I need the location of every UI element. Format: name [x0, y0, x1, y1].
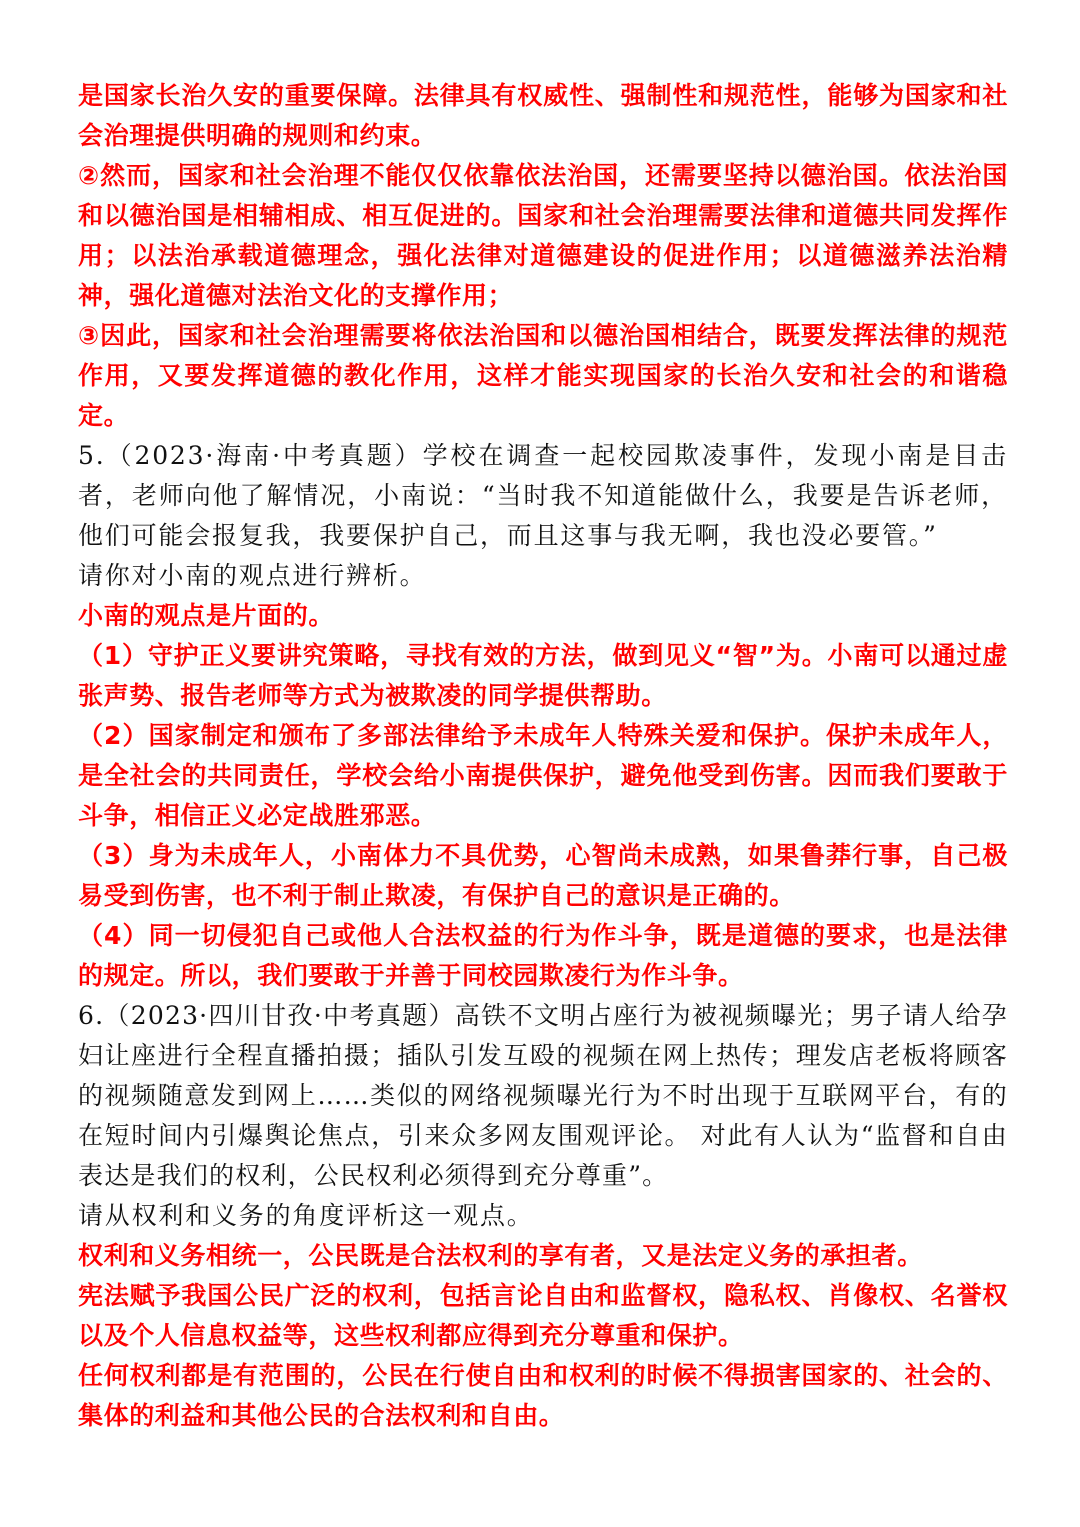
document-page: [78, 76, 1008, 1436]
answer-5-conclusion: 小南的观点是片面的。: [78, 601, 335, 630]
question-5-prompt: 请你对小南的观点进行辨析。: [78, 561, 427, 590]
question-5-stem: 5.（2023·海南·中考真题）学校在调查一起校园欺凌事件，发现小南是目击者，老师向他了解情况，小南说：“当时我不知道能做什么，我要是告诉老师，他们可能会报复我，我要保护自己，而且这事与我无啊，我也没必要管。”: [78, 441, 1008, 550]
answer-paragraph-3: ③因此，国家和社会治理需要将依法治国和以德治国相结合，既要发挥法律的规范作用，又要发挥道德的教化作用，这样才能实现国家的长治久安和社会的和谐稳定。: [78, 321, 1008, 430]
answer-paragraph-rule-of-law: 是国家长治久安的重要保障。法律具有权威性、强制性和规范性，能够为国家和社会治理提供明确的规则和约束。: [78, 81, 1008, 150]
answer-6-point-2: 宪法赋予我国公民广泛的权利，包括言论自由和监督权，隐私权、肖像权、名誉权以及个人信息权益等，这些权利都应得到充分尊重和保护。: [78, 1281, 1008, 1350]
question-6-prompt: 请从权利和义务的角度评析这一观点。: [78, 1201, 534, 1230]
answer-5-point-3: （3）身为未成年人，小南体力不具优势，心智尚未成熟，如果鲁莽行事，自己极易受到伤害，也不利于制止欺凌，有保护自己的意识是正确的。: [78, 841, 1008, 910]
question-6-stem: 6.（2023·四川甘孜·中考真题）高铁不文明占座行为被视频曝光；男子请人给孕妇让座进行全程直播拍摄；插队引发互殴的视频在网上热传；理发店老板将顾客的视频随意发到网上……类似的网络视频曝光行为不时出现于互联网平台，有的在短时间内引爆舆论焦点，引来众多网友围观评论。 对此有人认为“监督和自由表达是我们的权利，公民权利必须得到充分尊重”。: [78, 1001, 1008, 1190]
answer-paragraph-2: ②然而，国家和社会治理不能仅仅依靠依法治国，还需要坚持以德治国。依法治国和以德治国是相辅相成、相互促进的。国家和社会治理需要法律和道德共同发挥作用；以法治承载道德理念，强化法律对道德建设的促进作用；以道德滋养法治精神，强化道德对法治文化的支撑作用；: [78, 161, 1008, 310]
answer-6-point-1: 权利和义务相统一，公民既是合法权利的享有者，又是法定义务的承担者。: [78, 1241, 923, 1270]
answer-6-point-3: 任何权利都是有范围的，公民在行使自由和权利的时候不得损害国家的、社会的、集体的利益和其他公民的合法权利和自由。: [78, 1361, 1008, 1430]
answer-5-point-4: （4）同一切侵犯自己或他人合法权益的行为作斗争，既是道德的要求，也是法律的规定。所以，我们要敢于并善于同校园欺凌行为作斗争。: [78, 921, 1008, 990]
answer-5-point-1: （1）守护正义要讲究策略，寻找有效的方法，做到见义“智”为。小南可以通过虚张声势、报告老师等方式为被欺凌的同学提供帮助。: [78, 641, 1008, 710]
answer-5-point-2: （2）国家制定和颁布了多部法律给予未成年人特殊关爱和保护。保护未成年人，是全社会的共同责任，学校会给小南提供保护，避免他受到伤害。因而我们要敢于斗争，相信正义必定战胜邪恶。: [78, 721, 1008, 830]
